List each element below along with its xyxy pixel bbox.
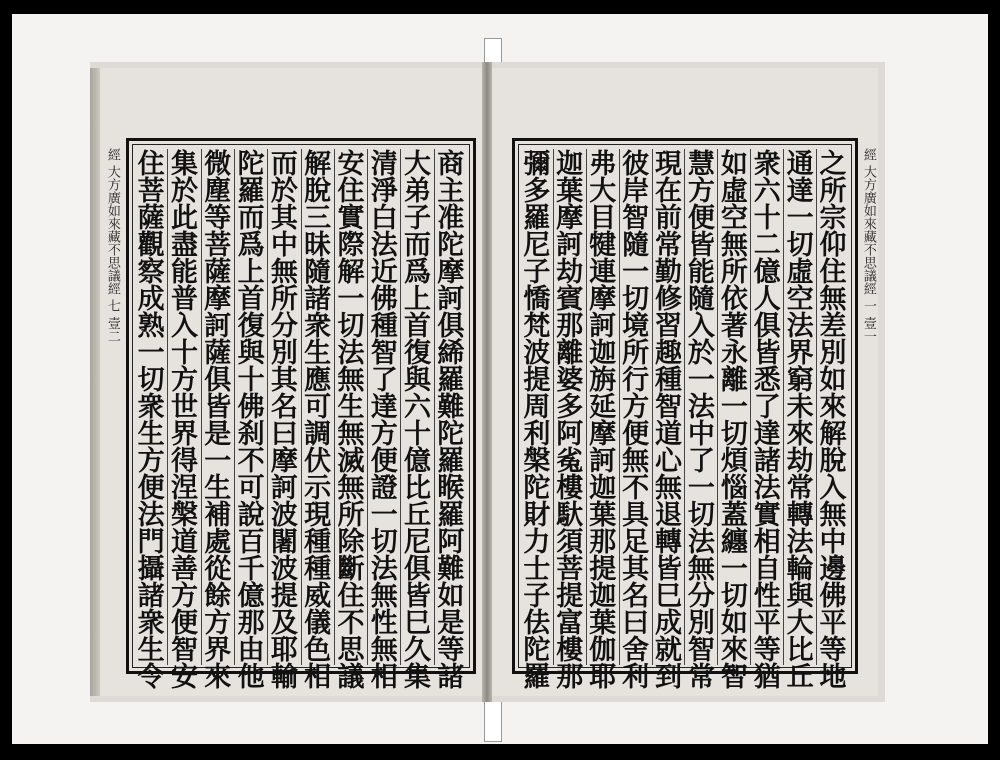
- right-margin-title: [860, 148, 876, 668]
- left-page-column: 商 主 准 陀 摩 訶 俱 絺 羅 難 陀 羅 睺 羅 阿 難 如 是 等 諸: [434, 149, 467, 665]
- right-page-column: 如 虛 空 無 所 依 著 永 離 一 切 煩 惱 蓋 纏 一 切 如 來 智: [717, 149, 750, 665]
- left-margin-text: 經 大方廣如來藏不思議經 七 壹二: [104, 148, 120, 343]
- left-page-column: 而 於 其 中 無 所 分 別 其 名 曰 摩 訶 波 闍 波 提 及 耶 輸: [267, 149, 300, 665]
- left-text-frame: [126, 138, 476, 693]
- left-margin-title: [104, 148, 120, 668]
- left-page-column: 安 住 實 際 解 一 切 法 無 生 無 滅 無 所 除 斷 住 不 思 議: [334, 149, 367, 665]
- right-page-column: 彌 多 羅 尼 子 憍 梵 波 提 周 利 槃 陀 財 力 士 子 佉 陀 羅: [523, 149, 551, 693]
- left-text-columns: [135, 149, 467, 693]
- right-page-column: 弗 大 目 犍 連 摩 訶 迦 旃 延 摩 訶 迦 葉 那 提 迦 葉 伽 耶: [586, 149, 619, 665]
- left-page-column: 住 菩 薩 觀 察 成 熟 一 切 衆 生 方 便 法 門 攝 諸 衆 生 令: [137, 149, 165, 693]
- right-text-frame: [512, 138, 858, 693]
- right-page-column: 慧 方 便 皆 能 隨 入 於 一 法 中 了 一 切 法 無 分 別 智 常: [684, 149, 717, 665]
- book-spread: [90, 62, 885, 702]
- book-gutter: [482, 62, 492, 702]
- right-page-column: 通 達 一 切 虛 空 法 界 窮 未 來 劫 常 轉 法 輪 與 大 比 丘: [783, 149, 816, 665]
- right-page-column: 之 所 宗 仰 住 無 差 別 如 來 解 脫 入 無 中 邊 佛 平 等 地: [816, 149, 849, 665]
- right-page-column: 彼 岸 智 隨 一 切 境 所 行 方 便 無 不 具 足 其 名 曰 舍 利: [619, 149, 652, 665]
- left-page-column: 清 淨 白 法 近 佛 種 智 了 達 方 便 證 一 切 法 無 性 無 相: [367, 149, 400, 665]
- right-margin-text: 經 大方廣如來藏不思議經 一 壹一: [860, 148, 876, 343]
- left-page-column: 陀 羅 而 爲 上 首 復 與 十 佛 刹 不 可 說 百 千 億 那 由 他: [234, 149, 267, 665]
- left-page-column: 集 於 此 盡 能 普 入 十 方 世 界 得 涅 槃 道 善 方 便 智 安: [167, 149, 200, 665]
- right-page-column: 迦 葉 摩 訶 劫 賓 那 離 婆 多 阿 㝹 樓 馱 須 菩 提 富 樓 那: [553, 149, 586, 665]
- right-text-columns: [521, 149, 849, 693]
- bottom-clip: [484, 700, 502, 742]
- left-page-column: 微 塵 等 菩 薩 摩 訶 薩 俱 皆 是 一 生 補 處 從 餘 方 界 來: [201, 149, 234, 665]
- right-page: [492, 68, 878, 696]
- left-page: [100, 68, 482, 696]
- left-page-column: 解 脫 三 昧 隨 諸 衆 生 應 可 調 伏 示 現 種 種 威 儀 色 相: [301, 149, 334, 665]
- left-page-column: 大 弟 子 而 爲 上 首 復 與 六 十 億 比 丘 尼 俱 皆 巳 久 集: [400, 149, 433, 665]
- right-page-column: 現 在 前 常 勤 修 習 趣 種 智 道 心 無 退 轉 皆 巳 成 就 到: [652, 149, 685, 665]
- right-page-column: 衆 六 十 二 億 人 俱 皆 悉 了 達 諸 法 實 相 自 性 平 等 猶: [750, 149, 783, 665]
